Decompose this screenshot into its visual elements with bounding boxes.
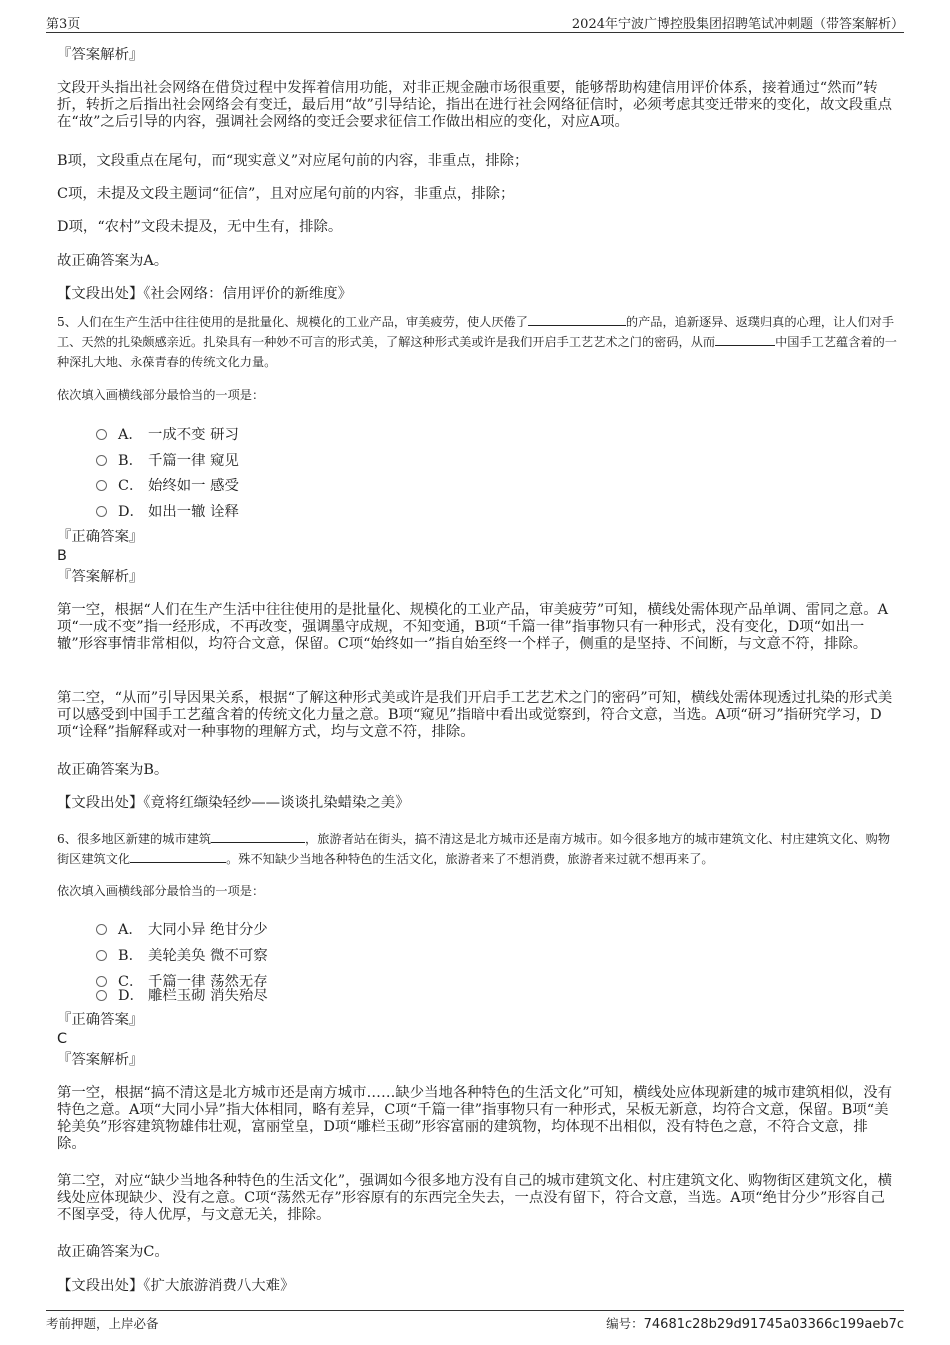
fill-blank <box>130 850 226 863</box>
radio-icon[interactable] <box>96 950 107 961</box>
analysis-label: 『答案解析』 <box>57 1052 144 1068</box>
fill-blank <box>211 830 305 843</box>
source-label: 【文段出处】 <box>57 1278 144 1294</box>
source-label: 【文段出处】 <box>57 286 144 302</box>
analysis-paragraph: 第二空，“从而”引导因果关系，根据“了解这种形式美或许是我们开启手工艺艺术之门的密码”可知，横线处需体现透过扎染的形式美可以感受到中国手工艺蕴含着的传统文化力量之意。B项“窥见”指暗中看出或觉察到，符合文意，当选。A项“研习”指研究学习，D项“诠释”指解释或对一种事物的理解方式，均与文意不符，排除。 <box>57 690 893 740</box>
source-line <box>57 1278 893 1295</box>
footer-divider <box>46 1310 904 1311</box>
radio-icon[interactable] <box>96 480 107 491</box>
question-prompt: 依次填入画横线部分最恰当的一项是： <box>57 884 265 898</box>
option-a[interactable]: A． 大同小异 绝甘分少 <box>96 918 268 939</box>
option-c[interactable]: C． 千篇一律 荡然无存 <box>96 970 268 991</box>
option-d[interactable]: D． 雕栏玉砌 消失殆尽 <box>96 984 268 1005</box>
radio-icon[interactable] <box>96 924 107 935</box>
source-label: 【文段出处】 <box>57 795 144 811</box>
radio-icon[interactable] <box>96 455 107 466</box>
analysis-paragraph: B项，文段重点在尾句，而“现实意义”对应尾句前的内容，非重点，排除； <box>57 153 529 169</box>
radio-icon[interactable] <box>96 506 107 517</box>
fill-blank <box>715 333 775 346</box>
stem-text: 中国手工艺蕴含着的一种深扎大地、永葆青春的传统文化力量。 <box>57 335 897 369</box>
source-title: 《社会网络：信用评价的新维度》 <box>143 286 353 302</box>
question-stem <box>57 312 897 372</box>
stem-text: 。殊不知缺少当地各种特色的生活文化，旅游者来了不想消费，旅游者来过就不想再来了。 <box>226 852 714 866</box>
page-number: 第3页 <box>46 17 81 32</box>
analysis-paragraph: 第二空，对应“缺少当地各种特色的生活文化”，强调如今很多地方没有自己的城市建筑文化、村庄建筑文化、购物街区建筑文化，横线处应体现缺少、没有之意。C项“荡然无存”形容原有的东西完全失去，一点没有留下，符合文意，当选。A项“绝甘分少”形容自己不图享受，待人优厚，与文意无关，排除。 <box>57 1173 892 1223</box>
source-line <box>57 286 893 303</box>
fill-blank <box>528 313 626 326</box>
option-a[interactable]: A． 一成不变 研习 <box>96 423 239 444</box>
radio-icon[interactable] <box>96 990 107 1001</box>
analysis-label: 『答案解析』 <box>57 47 144 63</box>
answer-conclusion: 故正确答案为C。 <box>57 1244 169 1260</box>
stem-text: 6、很多地区新建的城市建筑 <box>57 832 212 846</box>
document-title: 2024年宁波广博控股集团招聘笔试冲刺题（带答案解析） <box>571 17 904 32</box>
question-stem <box>57 829 897 869</box>
correct-answer: C <box>57 1031 68 1047</box>
analysis-paragraph: 第一空，根据“搞不清这是北方城市还是南方城市……缺少当地各种特色的生活文化”可知，横线处应体现新建的城市建筑相似，没有特色之意。A项“大同小异”指大体相同，略有差异，C项“千篇一律”指事物只有一种形式，呆板无新意，均符合文意，保留。B项“美轮美奂”形容建筑物雄伟壮观，富丽堂皇，D项“雕栏玉砌”形容富丽的建筑物，均体现不出相似，没有特色之意，不符合文意，排除。 <box>57 1085 892 1152</box>
analysis-paragraph: C项，未提及文段主题词“征信”，且对应尾句前的内容，非重点，排除； <box>57 186 515 202</box>
question-prompt: 依次填入画横线部分最恰当的一项是： <box>57 388 265 402</box>
source-title: 《扩大旅游消费八大难》 <box>143 1278 295 1294</box>
analysis-label: 『答案解析』 <box>57 569 144 585</box>
stem-text: 5、人们在生产生活中往往使用的是批量化、规模化的工业产品，审美疲劳，使人厌倦了 <box>57 315 528 329</box>
header-divider <box>46 32 904 33</box>
correct-answer: B <box>57 548 67 564</box>
answer-label: 『正确答案』 <box>57 529 144 545</box>
option-b[interactable]: B． 美轮美奂 微不可察 <box>96 944 268 965</box>
radio-icon[interactable] <box>96 429 107 440</box>
footer-slogan: 考前押题，上岸必备 <box>46 1316 159 1331</box>
answer-label: 『正确答案』 <box>57 1012 144 1028</box>
source-title: 《竟将红缬染轻纱——谈谈扎染蜡染之美》 <box>143 795 410 811</box>
document-code: 编号：74681c28b29d91745a03366c199aeb7c <box>606 1316 904 1332</box>
analysis-paragraph: 第一空，根据“人们在生产生活中往往使用的是批量化、规模化的工业产品，审美疲劳”可知，横线处需体现产品单调、雷同之意。A项“一成不变”指一经形成，不再改变，强调墨守成规，不知变通，B项“千篇一律”指事物只有一种形式，没有变化，D项“如出一辙”形容事情非常相似，均符合文意，保留。C项“始终如一”指自始至终一个样子，侧重的是坚持、不间断，与文意不符，排除。 <box>57 602 888 652</box>
option-b[interactable]: B． 千篇一律 窥见 <box>96 449 239 470</box>
option-c[interactable]: C． 始终如一 感受 <box>96 474 239 495</box>
analysis-paragraph: 文段开头指出社会网络在借贷过程中发挥着信用功能，对非正规金融市场很重要，能够帮助构建信用评价体系，接着通过“然而”转折，转折之后指出社会网络会有变迁，最后用“故”引导结论，指出在进行社会网络征信时，必须考虑其变迁带来的变化，故文段重点在“故”之后引导的内容，强调社会网络的变迁会要求征信工作做出相应的变化，对应A项。 <box>57 80 892 130</box>
stem-text: 的产品，追新逐异、返璞归真的心理，让人们对手工、天然的扎染颇感亲近。扎染具有一种妙不可言的形式美，了解这种形式美或许是我们开启手工艺艺术之门的密码，从而 <box>57 315 895 349</box>
option-d[interactable]: D． 如出一辙 诠释 <box>96 500 239 521</box>
analysis-paragraph: D项，“农村”文段未提及，无中生有，排除。 <box>57 219 343 235</box>
answer-conclusion: 故正确答案为B。 <box>57 762 169 778</box>
answer-conclusion: 故正确答案为A。 <box>57 253 169 269</box>
stem-text: ，旅游者站在街头，搞不清这是北方城市还是南方城市。如今很多地方的城市建筑文化、村庄建筑文化、购物街区建筑文化 <box>57 832 891 866</box>
source-line <box>57 795 893 812</box>
